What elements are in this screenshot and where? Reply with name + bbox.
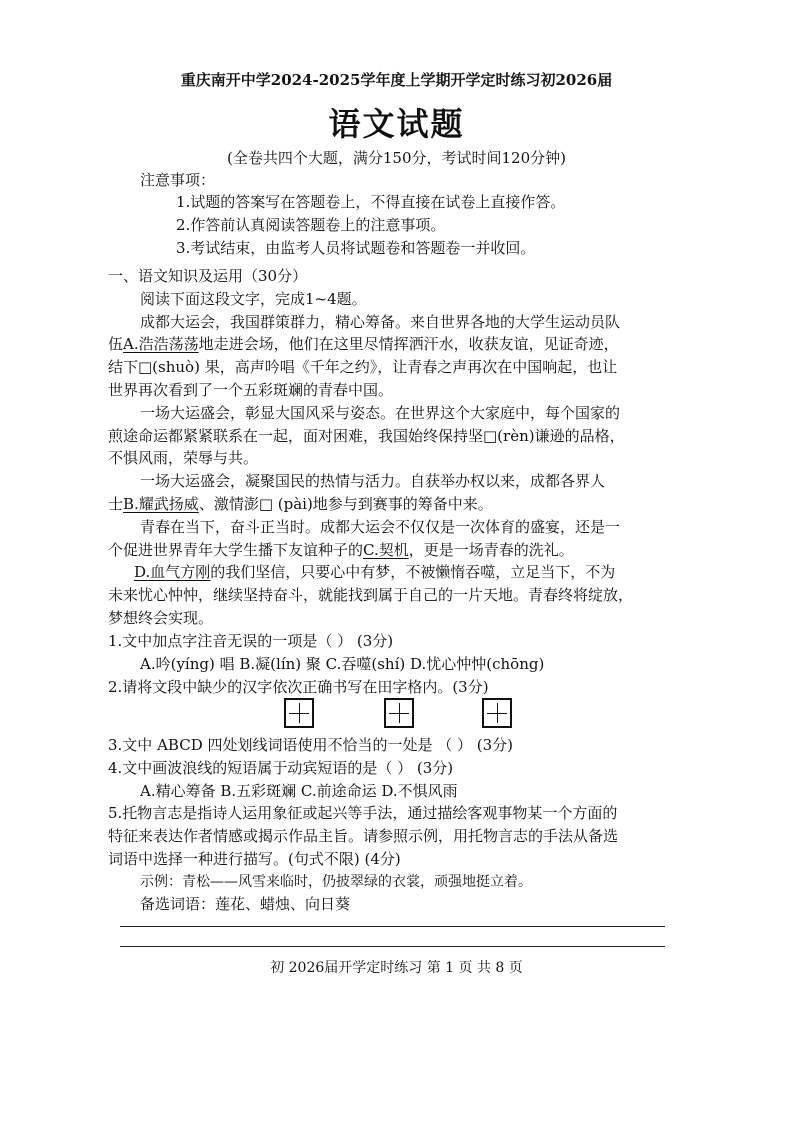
writing-grid-box[interactable] xyxy=(384,698,414,728)
notice-item: 2.作答前认真阅读答题卷上的注意事项。 xyxy=(176,216,446,234)
notice-item: 3.考试结束，由监考人员将试题卷和答题卷一并收回。 xyxy=(176,239,536,257)
question-5-line: 词语中选择一种进行描写。(句式不限) (4分) xyxy=(108,850,401,868)
passage-line: 成都大运会，我国群策群力，精心筹备。来自世界各地的大学生运动员队 xyxy=(140,313,621,331)
question-5-candidates: 备选词语：莲花、蜡烛、向日葵 xyxy=(140,895,351,913)
reading-intro: 阅读下面这段文字，完成1~4题。 xyxy=(140,290,367,308)
question-3-stem: 3.文中 ABCD 四处划线词语使用不恰当的一处是 （ ） (3分) xyxy=(108,736,514,754)
passage-line: 世界再次看到了一个五彩斑斓的青春中国。 xyxy=(108,381,394,399)
passage-text: 地走进会场，他们在这里尽情挥洒汗水，收获友谊，见证奇迹， xyxy=(198,335,619,353)
passage-text: 、激情澎□ (pài)地参与到赛事的筹备中来。 xyxy=(198,495,493,513)
passage-line: 青春在当下，奋斗正当时。成都大运会不仅仅是一次体育的盛宴，还是一 xyxy=(140,518,621,536)
passage-line: 未来忧心忡忡，继续坚持奋斗，就能找到属于自己的一片天地。青春终将绽放， xyxy=(108,586,634,604)
notice-item: 1.试题的答案写在答题卷上，不得直接在试卷上直接作答。 xyxy=(176,193,566,211)
question-5-line: 特征来表达作者情感或揭示作品主旨。请参照示例，用托物言志的手法从备选 xyxy=(108,827,619,845)
question-5-line: 5.托物言志是指诗人运用象征或起兴等手法，通过描绘客观事物某一个方面的 xyxy=(108,804,618,822)
passage-text: 士 xyxy=(108,495,124,513)
school-header: 重庆南开中学2024-2025学年度上学期开学定时练习初2026届 xyxy=(180,71,613,89)
underlined-term-b: B.耀武扬威 xyxy=(123,495,199,513)
underlined-term-c: C.契机 xyxy=(363,541,409,559)
question-2-stem: 2.请将文段中缺少的汉字依次正确书写在田字格内。(3分) xyxy=(108,678,489,696)
underlined-term-a: A.浩浩荡荡 xyxy=(123,335,199,353)
passage-text: 的我们坚信，只要心中有梦，不被懒惰吞噬，立足当下，不为 xyxy=(210,563,616,581)
notice-heading: 注意事项： xyxy=(140,171,216,189)
passage-line: 结下□(shuò) 果，高声吟唱《千年之约》，让青春之声再次在中国响起，也让 xyxy=(108,358,618,376)
page-footer: 初 2026届开学定时练习 第 1 页 共 8 页 xyxy=(270,960,523,976)
answer-line[interactable] xyxy=(120,946,665,947)
passage-line: 煎途命运都紧紧联系在一起，面对困难，我国始终保持坚□(rèn)谦逊的品格， xyxy=(108,427,625,445)
underlined-term-d: D.血气方刚 xyxy=(134,563,211,581)
passage-line: 梦想终会实现。 xyxy=(108,609,214,627)
question-1-stem: 1.文中加点字注音无误的一项是（ ） (3分) xyxy=(108,632,394,650)
section-heading: 一、语文知识及运用（30分） xyxy=(108,267,308,285)
passage-line: 不惧风雨，荣辱与共。 xyxy=(108,449,259,467)
question-5-example: 示例：青松——风雪来临时，仍披翠绿的衣裳，顽强地挺立着。 xyxy=(140,874,532,890)
passage-line xyxy=(108,334,619,354)
passage-line xyxy=(108,494,493,514)
passage-line xyxy=(108,540,574,560)
passage-text: ，更是一场青春的洗礼。 xyxy=(408,541,574,559)
passage-text: 个促进世界青年大学生播下友谊种子的 xyxy=(108,541,364,559)
passage-line: 一场大运盛会，彰显大国风采与姿态。在世界这个大家庭中，每个国家的 xyxy=(140,404,621,422)
page-title: 语文试题 xyxy=(328,105,465,143)
answer-line[interactable] xyxy=(120,926,665,927)
question-1-options: A.吟(yíng) 唱 B.凝(lín) 聚 C.吞噬(shí) D.忧心忡忡(chōng) xyxy=(140,655,545,673)
question-4-stem: 4.文中画波浪线的短语属于动宾短语的是（ ） (3分) xyxy=(108,759,454,777)
passage-line xyxy=(134,562,615,582)
writing-grid-box[interactable] xyxy=(284,698,314,728)
question-4-options: A.精心筹备 B.五彩斑斓 C.前途命运 D.不惧风雨 xyxy=(140,782,458,800)
passage-line: 一场大运盛会，凝聚国民的热情与活力。自获举办权以来，成都各界人 xyxy=(140,472,606,490)
exam-subtitle: (全卷共四个大题，满分150分，考试时间120分钟) xyxy=(227,149,566,167)
writing-grid-box[interactable] xyxy=(482,698,512,728)
passage-text: 伍 xyxy=(108,335,124,353)
